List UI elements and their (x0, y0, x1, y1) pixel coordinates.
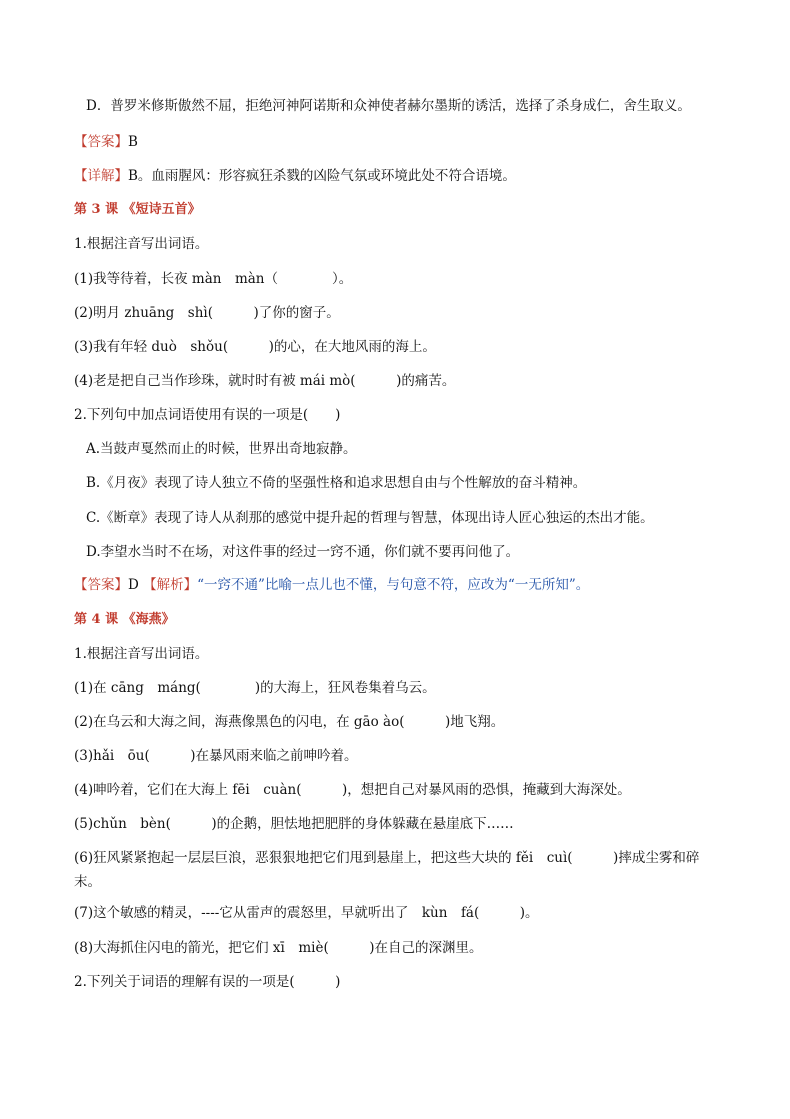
l4-item-6: (6)狂风紧紧抱起一层层巨浪，恶狠狠地把它们甩到悬崖上，把这些大块的 fěi cuì( )摔成尘雾和碎末。 (74, 850, 700, 890)
lesson-4-heading: 第 4 课 《海燕》 (74, 612, 175, 627)
question-1-item-2: (2)明月 zhuāng shì( )了你的窗子。 (74, 305, 340, 321)
analysis-tag: 【解析】 (143, 577, 198, 593)
answer-value: B (128, 134, 138, 150)
option-c: C.《断章》表现了诗人从刹那的感觉中提升起的哲理与智慧，体现出诗人匠心独运的杰出才能。 (86, 510, 654, 526)
explanation-line (74, 167, 516, 185)
answer-analysis-line (74, 576, 589, 594)
l4-item-5: (5)chǔn bèn( )的企鹅，胆怯地把肥胖的身体躲藏在悬崖底下…… (74, 816, 514, 832)
option-d: D.李望水当时不在场，对这件事的经过一窍不通，你们就不要再问他了。 (86, 544, 520, 560)
explanation-text: B。血雨腥风：形容疯狂杀戮的凶险气氛或环境此处不符合语境。 (128, 168, 516, 184)
analysis-text: “一窍不通”比喻一点儿也不懂，与句意不符，应改为“一无所知”。 (197, 577, 590, 593)
option-b: B.《月夜》表现了诗人独立不倚的坚强性格和追求思想自由与个性解放的奋斗精神。 (86, 475, 587, 491)
l4-item-7: (7)这个敏感的精灵，----它从雷声的震怒里，早就听出了 kùn fá( )。 (74, 905, 539, 921)
l4-item-4: (4)呻吟着，它们在大海上 fēi cuàn( )，想把自己对暴风雨的恐惧，掩藏到大海深处。 (74, 782, 631, 798)
answer-value-2: D (128, 577, 144, 593)
l4-item-8: (8)大海抓住闪电的箭光，把它们 xī miè( )在自己的深渊里。 (74, 940, 483, 956)
question-1-heading-l4: 1.根据注音写出词语。 (74, 646, 209, 662)
answer-tag: 【答案】 (74, 134, 128, 150)
answer-tag-2: 【答案】 (74, 577, 128, 593)
question-1-item-4: (4)老是把自己当作珍珠，就时时有被 mái mò( )的痛苦。 (74, 373, 456, 389)
question-1-heading: 1.根据注音写出词语。 (74, 236, 209, 252)
explanation-tag: 【详解】 (74, 168, 128, 184)
answer-line (74, 133, 138, 151)
question-1-item-1: (1)我等待着，长夜 màn màn（ ）。 (74, 271, 353, 287)
option-d-line: D．普罗米修斯傲然不屈，拒绝河神阿诺斯和众神使者赫尔墨斯的诱活，选择了杀身成仁，舍生取义。 (86, 98, 691, 114)
option-a: A.当鼓声戛然而止的时候，世界出奇地寂静。 (86, 441, 357, 457)
question-2-heading: 2.下列句中加点词语使用有误的一项是( ) (74, 407, 341, 423)
question-1-item-3: (3)我有年轻 duò shǒu( )的心，在大地风雨的海上。 (74, 339, 436, 355)
l4-item-2: (2)在乌云和大海之间，海燕像黑色的闪电，在 gāo ào( )地飞翔。 (74, 714, 505, 730)
l4-item-1: (1)在 cāng máng( )的大海上，狂风卷集着乌云。 (74, 680, 436, 696)
l4-item-3: (3)hǎi ōu( )在暴风雨来临之前呻吟着。 (74, 748, 358, 764)
question-2-heading-l4: 2.下列关于词语的理解有误的一项是( ) (74, 974, 341, 990)
lesson-3-heading: 第 3 课 《短诗五首》 (74, 202, 201, 217)
